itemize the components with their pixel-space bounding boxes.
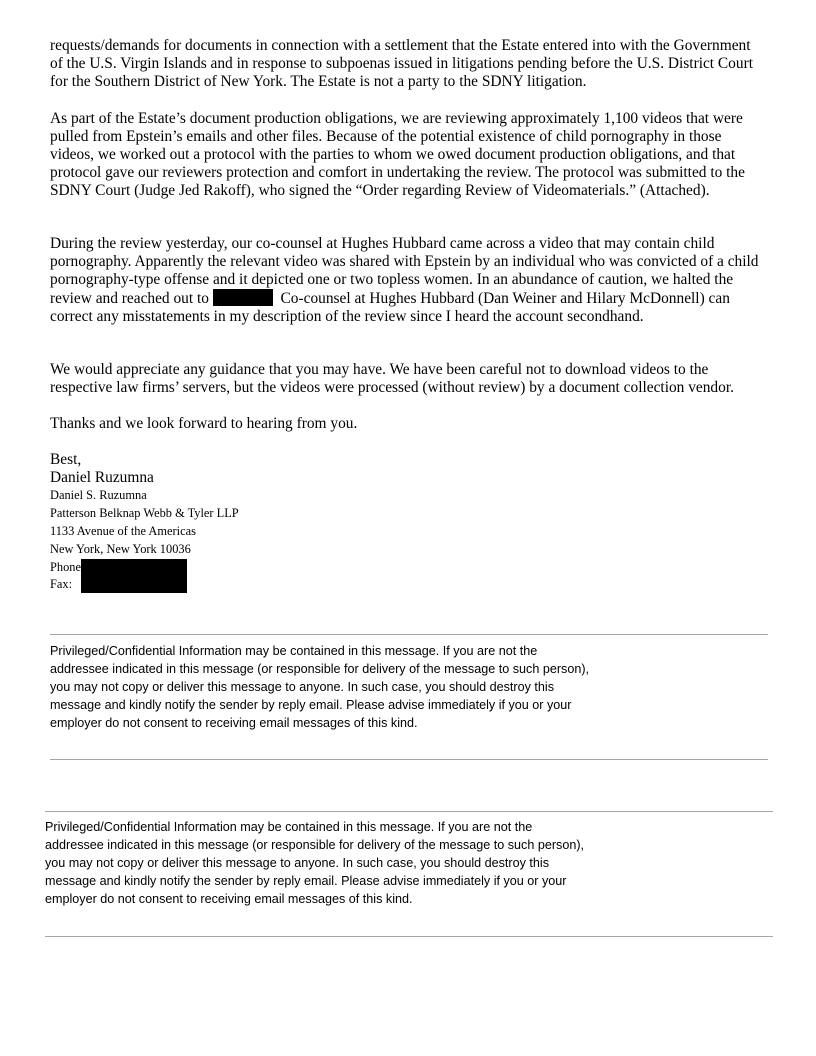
signature-address-line-2: New York, New York 10036 [50, 542, 191, 556]
body-paragraph-4: We would appreciate any guidance that you may have. We have been careful not to download videos to the respective law firms’ servers, but the videos were processed (without review) by a document collection vendor. [50, 361, 734, 396]
signature-fax-label: Fax: [50, 577, 73, 591]
divider [50, 634, 768, 635]
redaction-block-contact [81, 559, 187, 593]
signature-phone-label: Phone [50, 560, 81, 574]
divider [45, 811, 773, 812]
body-paragraph-3 [50, 235, 766, 326]
signature-name: Daniel Ruzumna [50, 469, 154, 486]
body-paragraph-2: As part of the Estate’s document production obligations, we are reviewing approximately 1,100 videos that were pulled from Epstein’s emails and other files. Because of the potential existence of child pornography in those videos, we worked out a protocol with the parties to whom we owed document production obligations, and that protocol gave our reviewers protection and comfort in undertaking the review. The protocol was submitted to the SDNY Court (Judge Jed Rakoff), who signed the “Order regarding Review of Videomaterials.” (Attached). [50, 110, 745, 199]
body-paragraph-3-part-1: During the review yesterday, our co-counsel at Hughes Hubbard came across a video that may contain child pornography. Apparently the relevant video was shared with Epstein by an individual who was convicted of a child pornography-type offense and it depicted one or two topless women. In an abundance of caution, we halted the review and reached out to [50, 235, 759, 307]
body-paragraph-5: Thanks and we look forward to hearing from you. [50, 415, 358, 432]
body-paragraph-3-part-2: Co-counsel at Hughes Hubbard (Dan Weiner and Hilary McDonnell) can correct any misstatements in my description of the review since I heard the account secondhand. [50, 290, 730, 325]
body-paragraph-1: requests/demands for documents in connection with a settlement that the Estate entered into with the Government of the U.S. Virgin Islands and in response to subpoenas issued in litigations pending before the U.S. District Court for the Southern District of New York. The Estate is not a party to the SDNY litigation. [50, 37, 753, 90]
redaction-block-inline [213, 289, 273, 306]
divider [50, 759, 768, 760]
signature-closing: Best, [50, 451, 82, 468]
signature-firm: Patterson Belknap Webb & Tyler LLP [50, 506, 239, 520]
signature-full-name: Daniel S. Ruzumna [50, 488, 147, 502]
signature-address-line-1: 1133 Avenue of the Americas [50, 524, 196, 538]
divider [45, 936, 773, 937]
confidentiality-disclaimer-2: Privileged/Confidential Information may be contained in this message. If you are not the addressee indicated in this message (or responsible for delivery of the message to such person), you may not copy or deliver this message to anyone. In such case, you should destroy this message and kindly notify the sender by reply email. Please advise immediately if you or your employer do not consent to receiving email messages of this kind. [45, 820, 585, 906]
confidentiality-disclaimer-1: Privileged/Confidential Information may be contained in this message. If you are not the addressee indicated in this message (or responsible for delivery of the message to such person), you may not copy or deliver this message to anyone. In such case, you should destroy this message and kindly notify the sender by reply email. Please advise immediately if you or your employer do not consent to receiving email messages of this kind. [50, 644, 590, 730]
